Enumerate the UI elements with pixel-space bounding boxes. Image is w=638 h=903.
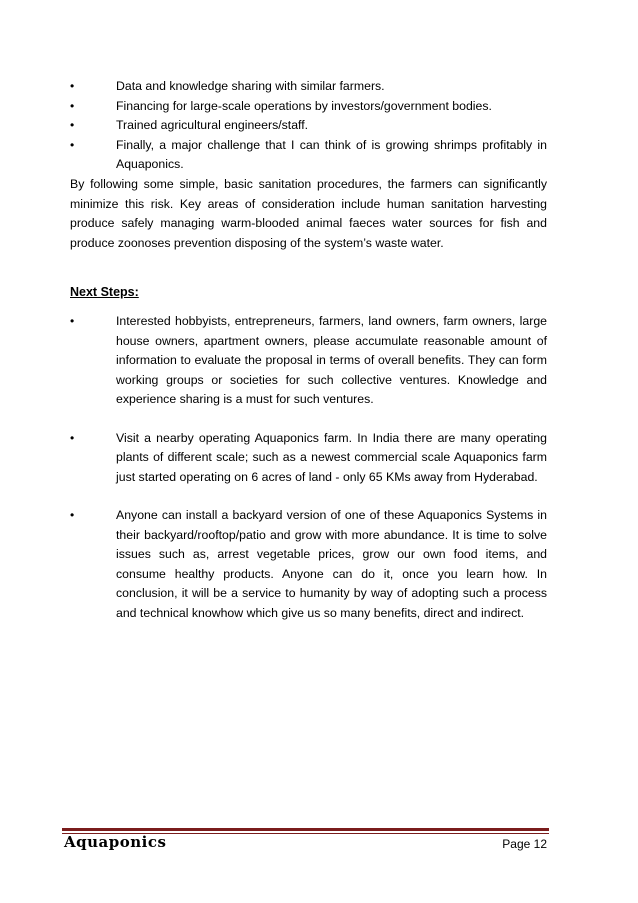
bullet-text: Financing for large-scale operations by investors/government bodies.: [116, 98, 492, 113]
bullet-icon: •: [70, 118, 75, 132]
bullet-text: Data and knowledge sharing with similar farmers.: [116, 79, 385, 93]
bullet-text: Trained agricultural engineers/staff.: [116, 118, 309, 132]
bullet-icon: •: [70, 137, 75, 152]
bullet-text: Interested hobbyists, entrepreneurs, farmers, land owners, farm owners, large house owners, apartment owners, please accumulate reasonable amount of information to evaluate the proposal in terms of overall benefits. They can form working groups or societies for such collective ventures. Knowledge and experience sharing is a must for such ventures.: [116, 314, 547, 406]
requirements-bullet-list: [70, 77, 547, 175]
list-item: [70, 136, 547, 175]
list-item: [70, 312, 547, 410]
bullet-text: Finally, a major challenge that I can think of is growing shrimps profitably in Aquaponics.: [116, 137, 547, 171]
footer-rule-thick: [62, 828, 549, 831]
bullet-icon: •: [70, 314, 75, 328]
bullet-icon: •: [70, 79, 75, 93]
list-item: [70, 97, 547, 117]
bullet-icon: •: [70, 98, 75, 113]
bullet-text: Visit a nearby operating Aquaponics farm. In India there are many operating plants of different scale; such as a newest commercial scale Aquaponics farm just started operating on 6 acres of land - only 65 KMs away from Hyderabad.: [116, 430, 547, 484]
bullet-icon: •: [70, 508, 75, 522]
list-item: [70, 77, 547, 97]
footer-title: Aquaponics: [64, 833, 167, 851]
list-item: [70, 116, 547, 136]
list-item: [70, 506, 547, 623]
list-item: [70, 429, 547, 488]
bullet-text: Anyone can install a backyard version of one of these Aquaponics Systems in their backyard/rooftop/patio and grow with more abundance. It is time to solve issues such as, arrest vegetable prices, grow our own food items, and consume healthy products. Anyone can do it, once you learn how. In conclusion, it will be a service to humanity by way of adopting such a process and technical knowhow which give us so many benefits, direct and indirect.: [116, 508, 547, 620]
next-steps-bullet-list: [70, 312, 547, 642]
next-steps-heading: Next Steps:: [70, 285, 139, 299]
bullet-icon: •: [70, 430, 75, 445]
sanitation-paragraph: By following some simple, basic sanitation procedures, the farmers can significantly minimize this risk. Key areas of consideration include human sanitation harvesting produce safely managing warm-blooded animal faeces water sources for fish and produce zoonoses prevention disposing of the system’s waste water.: [70, 177, 547, 250]
page-number: Page 12: [502, 837, 547, 851]
